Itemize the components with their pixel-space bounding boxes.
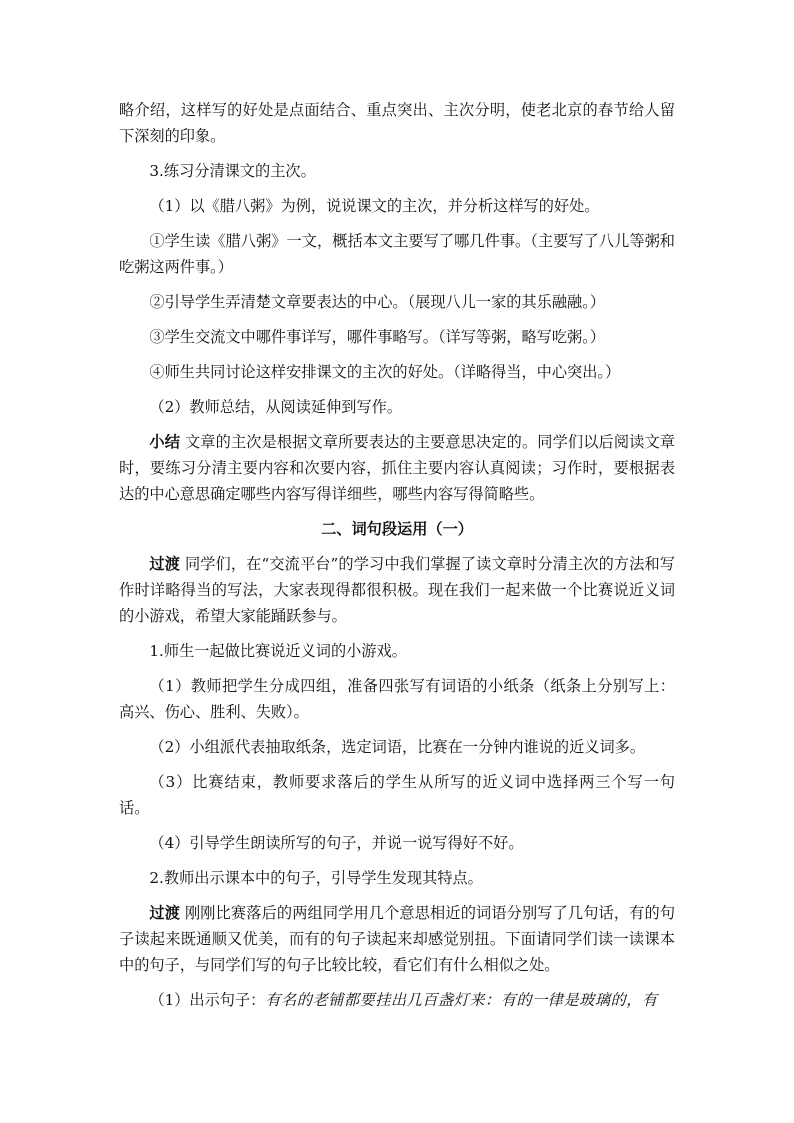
paragraph: （1）以《腊八粥》为例，说说课文的主次，并分析这样写的好处。 xyxy=(149,197,600,215)
paragraph: （2）教师总结，从阅读延伸到写作。 xyxy=(149,398,403,416)
transition-paragraph xyxy=(119,900,675,978)
section-heading: 二、词句段运用（一） xyxy=(321,520,473,538)
document-body xyxy=(119,97,675,1022)
paragraph: ②引导学生弄清楚文章要表达的中心。（展现八儿一家的其乐融融。） xyxy=(149,293,606,311)
transition-text: 同学们，在“交流平台”的学习中我们掌握了读文章时分清主次的方法和写作时详略得当的写法，大家表现得都很积极。现在我们一起来做一个比赛说近义词的小游戏，希望大家能踊跃参与。 xyxy=(119,555,675,625)
transition-text: 刚刚比赛落后的两组同学用几个意思相近的词语分别写了几句话，有的句子读起来既通顺又优美，而有的句子读起来却感觉别扭。下面请同学们读一读课本中的句子，与同学们写的句子比较比较，看它们有什么相似之处。 xyxy=(119,904,676,974)
example-prefix: （1）出示句子： xyxy=(149,991,266,1009)
summary-label: 小结 xyxy=(149,433,181,451)
transition-label: 过渡 xyxy=(149,904,181,922)
paragraph: （4）引导学生朗读所写的句子，并说一说写得好不好。 xyxy=(149,834,524,852)
paragraph: 2.教师出示课本中的句子，引导学生发现其特点。 xyxy=(149,869,483,887)
summary-paragraph xyxy=(119,429,675,507)
paragraph: 3.练习分清课文的主次。 xyxy=(149,162,316,180)
example-quote: 有名的老铺都要挂出几百盏灯来：有的一律是玻璃的，有 xyxy=(265,991,658,1009)
paragraph: 略介绍，这样写的好处是点面结合、重点突出、主次分明，使老北京的春节给人留下深刻的印象。 xyxy=(119,101,675,145)
transition-label: 过渡 xyxy=(149,555,180,573)
paragraph: ④师生共同讨论这样安排课文的主次的好处。（详略得当，中心突出。） xyxy=(149,363,621,381)
paragraph: ③学生交流文中哪件事详写，哪件事略写。（详写等粥，略写吃粥。） xyxy=(149,328,606,346)
paragraph: ①学生读《腊八粥》一文，概括本文主要写了哪几件事。（主要写了八儿等粥和吃粥这两件事。） xyxy=(119,232,675,276)
paragraph: （2）小组派代表抽取纸条，选定词语，比赛在一分钟内谁说的近义词多。 xyxy=(149,738,646,756)
paragraph: （3）比赛结束，教师要求落后的学生从所写的近义词中选择两三个写一句话。 xyxy=(119,773,675,817)
paragraph: 1.师生一起做比赛说近义词的小游戏。 xyxy=(149,642,407,660)
example-sentence-paragraph xyxy=(119,987,675,1013)
summary-text: 文章的主次是根据文章所要表达的主要意思决定的。同学们以后阅读文章时，要练习分清主要内容和次要内容，抓住主要内容认真阅读；习作时，要根据表达的中心意思确定哪些内容写得详细些，哪些内容写得简略些。 xyxy=(119,433,676,503)
transition-paragraph xyxy=(119,551,675,629)
paragraph: （1）教师把学生分成四组，准备四张写有词语的小纸条（纸条上分别写上：高兴、伤心、胜利、失败）。 xyxy=(119,677,675,721)
